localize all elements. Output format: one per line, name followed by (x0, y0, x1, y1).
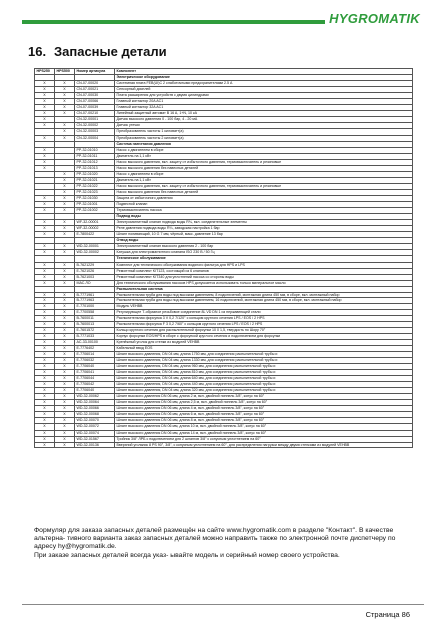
cell-hps500: X (55, 315, 75, 321)
cell-hps500: X (55, 292, 75, 297)
cell-hps250: X (35, 309, 55, 315)
cell-hps250: X (35, 123, 55, 129)
cell-component: Шланг высокого давления DN 06 мм, длина 8 м, вкл. двойной ниппель 3/8", конус на 60° (115, 418, 413, 424)
cell-hps250: X (35, 99, 55, 105)
cell-hps250: X (35, 87, 55, 93)
cell-article-number: AC-33-00100 (75, 339, 115, 345)
cell-component: Ремонтный комплект KIT123, состоящий из 6 клапанов (115, 268, 413, 274)
cell-hps250: X (35, 351, 55, 357)
cell-component: Комплект для технического обслуживания водяного фильтра для HPS и LPS (115, 262, 413, 268)
cell-article-number: B-7771963 (75, 298, 115, 303)
cell-hps500: X (55, 226, 75, 232)
cell-hps500: X (55, 99, 75, 105)
cell-component: Для технического обслуживания насосов HPS допускается использовать только минеральное масло (115, 280, 413, 286)
cell-hps250: X (35, 327, 55, 333)
page-number: Страница 86 (365, 610, 410, 619)
cell-component: Электрическое оборудование (115, 75, 413, 81)
cell-hps250: X (35, 400, 55, 406)
cell-component: Подвод воды (115, 214, 413, 220)
cell-article-number: E-7706041 (75, 370, 115, 376)
cell-component: Шланг высокого давления DN 06 мм, длина 6 м, вкл. двойной ниппель 3/8", конус на 60° (115, 412, 413, 418)
table-row (35, 442, 413, 447)
cell-hps500: X (55, 202, 75, 208)
cell-article-number: МАС.ЛО (75, 280, 115, 286)
cell-hps250: X (35, 357, 55, 363)
cell-hps500: X (55, 388, 75, 394)
cell-article-number: E-7706040 (75, 364, 115, 370)
cell-hps500: X (55, 412, 75, 418)
cell-article-number: CN-07-00210 (75, 111, 115, 117)
cell-article-number: PP-32-01010 (75, 147, 115, 153)
header-hps250: HPS250 (35, 69, 55, 75)
cell-hps250: X (35, 165, 55, 171)
cell-component: Система нагнетания давления (115, 141, 413, 147)
cell-article-number: WD-32-00062 (75, 394, 115, 400)
cell-component: Главный контактор 32A AC1 (115, 105, 413, 111)
page-header (0, 0, 446, 34)
cell-component: Ремонтный комплект KIT340 для уплотнений насоса со стороны воды (115, 274, 413, 280)
hygromatik-logo: HYGROMATIK (325, 8, 424, 30)
cell-article-number: WD-32-01567 (75, 436, 115, 442)
cell-hps500: X (55, 321, 75, 327)
cell-hps500: X (55, 208, 75, 214)
cell-component: Шланг высокого давления, DN 04 мм, длина 810 мм, для соединения распылительной трубы и (115, 370, 413, 376)
cell-component: Распылительная труба для воды под высоким давлением, 8 подключений, монтажная длина 450 мм, в сборе, вкл. монтажный набор (115, 292, 413, 297)
cell-hps250: X (35, 364, 55, 370)
cell-hps500: X (55, 189, 75, 195)
cell-article-number: PP-32-01020 (75, 171, 115, 177)
cell-hps250: X (35, 442, 55, 447)
cell-hps500: X (55, 418, 75, 424)
cell-hps250: X (35, 250, 55, 256)
section-number: 16. (28, 44, 47, 59)
cell-article-number: PP-32-01011 (75, 153, 115, 159)
cell-hps250: X (35, 394, 55, 400)
cell-component: Плата расширения для устройств с двумя цилиндрами (115, 93, 413, 99)
cell-article-number: PP-32-01012 (75, 159, 115, 165)
cell-hps500: X (55, 250, 75, 256)
cell-component: Шланг высокого давления DN 06 мм, длина 4 м, вкл. двойной ниппель 3/8", конус на 60° (115, 406, 413, 412)
cell-article-number: E-7706040 (75, 388, 115, 394)
cell-component: Катушка для электромагнитного клапана ISO 230 В / 50 Гц (115, 250, 413, 256)
cell-hps500: X (55, 394, 75, 400)
cell-hps500: X (55, 442, 75, 447)
order-note-paragraph-1: Формуляр для заказа запасных деталей размещён на сайте www.hygromatik.com в разделе "Контакт". В качестве альтерна- тивного варианта заказ запасных деталей можно направить также по электронной почте диспетчеру по адресу hy@hygromatik.de. (34, 527, 396, 551)
cell-article-number: PP-32-01023 (75, 189, 115, 195)
cell-hps500: X (55, 406, 75, 412)
cell-component: Шланг высокого давления, DN 04 мм, длина 440 мм, для соединения распылительной трубы и (115, 382, 413, 388)
cell-article-number: WD-32-00068 (75, 412, 115, 418)
cell-hps500: X (55, 430, 75, 436)
cell-hps250: X (35, 418, 55, 424)
cell-hps500: X (55, 298, 75, 303)
cell-article-number: WD-32-00072 (75, 424, 115, 430)
cell-hps500: X (55, 400, 75, 406)
cell-component: Датчик высокого давления 0 - 100 бар, 4 - 20 мА (115, 117, 413, 123)
table-body (35, 75, 413, 448)
cell-article-number: B-7621229 (75, 262, 115, 268)
cell-component: Насос высокого давления, вкл. защиту от избыточного давления, термовыключатель и резиновые (115, 183, 413, 189)
cell-component: Системная плата FEB(UI)С 2 слаботочными предохранителями 2.5 А (115, 81, 413, 87)
cell-hps250: X (35, 412, 55, 418)
cell-hps250: X (35, 208, 55, 214)
cell-hps500: X (55, 333, 75, 339)
cell-hps250: X (35, 226, 55, 232)
cell-component: Шланг высокого давления, DN 04 мм, длина 640 мм, для соединения распылительной трубы и (115, 376, 413, 382)
cell-hps500: X (55, 262, 75, 268)
cell-hps250: X (35, 370, 55, 376)
cell-component: Электромагнитный клапан высокого давления 2 - 100 бар (115, 244, 413, 250)
cell-hps250: X (35, 315, 55, 321)
cell-component: Тройник 3/8" ЛРБ с подключением для 2 шлангов 3/8" с конусным уплотнением на 60° (115, 436, 413, 442)
cell-article-number: CN-32-00003 (75, 129, 115, 135)
cell-hps250: X (35, 111, 55, 117)
cell-component: Линейный защитный автомат B 16 A, 1+N, 10 кА (115, 111, 413, 117)
cell-article-number: E-7601572 (75, 327, 115, 333)
header-article-number: Номер артикула (75, 69, 115, 75)
spare-parts-table (34, 68, 413, 448)
cell-component: Распылительная форсунка F 3 0,2 7/60° с кольцом круглого сечения LPS / EOS / 2 HPS (115, 321, 413, 327)
cell-article-number: WD-32-00066 (75, 406, 115, 412)
cell-hps500: X (55, 220, 75, 226)
cell-hps500: X (55, 105, 75, 111)
cell-hps500: X (55, 244, 75, 250)
cell-hps250: X (35, 159, 55, 165)
cell-component: Кабельный ввод EOS (115, 345, 413, 351)
cell-article-number: WF-32-00001 (75, 220, 115, 226)
cell-hps250: X (35, 292, 55, 297)
cell-article-number: B-7621003 (75, 274, 115, 280)
cell-component: Реле давления подвода воды R¼, заводская настройка 1 бар (115, 226, 413, 232)
cell-component: Насос высокого давления без навесных деталей (115, 165, 413, 171)
cell-hps250: X (35, 345, 55, 351)
cell-article-number: CN-32-00004 (75, 135, 115, 141)
cell-component: Техническое обслуживание (115, 256, 413, 262)
header-component: Компонент (115, 69, 413, 75)
cell-article-number: E-7776402 (75, 345, 115, 351)
cell-hps500: X (55, 327, 75, 333)
header-hps500: HPS500 (55, 69, 75, 75)
cell-component: Насос высокого давления, вкл. защиту от избыточного давления, термовыключатель и резиновые (115, 159, 413, 165)
cell-component: Корпус форсунки EOS/HPS в сборе с форсункой круглого сечения и подключением для форсунки (115, 333, 413, 339)
cell-hps500: X (55, 232, 75, 238)
cell-component: Датчик утечки (115, 123, 413, 129)
cell-hps250: X (35, 303, 55, 309)
cell-hps500: X (55, 177, 75, 183)
cell-component: Двигатель на 1,1 кВт (115, 153, 413, 159)
cell-hps250: X (35, 298, 55, 303)
cell-article-number: CN-07-00030 (75, 93, 115, 99)
spare-parts-table-container (34, 68, 412, 448)
cell-hps250: X (35, 93, 55, 99)
cell-article-number: E-7706014 (75, 351, 115, 357)
section-title: Запасные детали (54, 44, 167, 59)
cell-component: Главный контактор 20A AC1 (115, 99, 413, 105)
cell-hps250: X (35, 81, 55, 87)
cell-article-number: WD-32-00002 (75, 250, 115, 256)
cell-component: Кольцо круглого сечения для распылительной форсунки 10 0 1,5, твердость по Шору 70° (115, 327, 413, 333)
cell-hps250: X (35, 220, 55, 226)
cell-component: Шланг высокого давления, DN 04 мм, длина 1750 мм, для соединения распылительной трубы и (115, 351, 413, 357)
cell-hps250: X (35, 268, 55, 274)
cell-hps500: X (55, 183, 75, 189)
cell-component: Распылительная форсунка 3 V 0,2 7/120° с кольцом круглого сечения LPS / EOS / 2 HPS (115, 315, 413, 321)
cell-hps500: X (55, 357, 75, 363)
cell-article-number: CN-32-00002 (75, 123, 115, 129)
cell-component: Модуль VEHBB (115, 303, 413, 309)
cell-hps500: X (55, 309, 75, 315)
cell-article-number: WD-32-00074 (75, 430, 115, 436)
cell-article-number: B-7771961 (75, 292, 115, 297)
cell-component: Шланг поливающий, 10 G 7 мм, чёрный, макс. давление 13 бар (115, 232, 413, 238)
cell-article-number: PP-32-01022 (75, 183, 115, 189)
cell-component: Сенсорный дисплей (115, 87, 413, 93)
cell-hps500: X (55, 129, 75, 135)
cell-article-number: PP-32-01013 (75, 165, 115, 171)
cell-hps500: X (55, 135, 75, 141)
cell-hps500: X (55, 171, 75, 177)
cell-component: Подвесной клапан (115, 202, 413, 208)
cell-article-number: CN-32-00001 (75, 117, 115, 123)
cell-hps500: X (55, 195, 75, 201)
cell-hps500: X (55, 376, 75, 382)
cell-component: Вверхний угольник 8 PS 90°, 3/8", с конусным уплотнением на 60°, для распределения нагрузки между двумя стенками из модулей VEHBB (115, 442, 413, 447)
cell-hps250: X (35, 436, 55, 442)
cell-component: Шланг высокого давления DN 06 мм, длина 2,5 м, вкл. двойной ниппель 3/8", конус на 60° (115, 400, 413, 406)
cell-hps250: X (35, 321, 55, 327)
cell-hps500: X (55, 303, 75, 309)
cell-component: Защита от избыточного давления (115, 195, 413, 201)
cell-hps500: X (55, 436, 75, 442)
cell-article-number: E-7800422 (75, 232, 115, 238)
cell-component: Двигатель на 1,1 кВт (115, 177, 413, 183)
cell-hps500: X (55, 339, 75, 345)
cell-component: Насос с двигателем в сборе (115, 171, 413, 177)
cell-hps250: X (35, 382, 55, 388)
cell-article-number: E-7700558 (75, 309, 115, 315)
cell-article-number: PP-32-01002 (75, 208, 115, 214)
cell-hps250: X (35, 195, 55, 201)
cell-component: Распылительная система (115, 286, 413, 292)
cell-hps250: X (35, 105, 55, 111)
cell-hps250: X (35, 406, 55, 412)
cell-component: Шланг высокого давления DN 06 мм, длина 10 м, вкл. двойной ниппель 3/8", конус на 60° (115, 424, 413, 430)
cell-article-number: E-7706042 (75, 382, 115, 388)
cell-article-number: PP-32-01001 (75, 202, 115, 208)
order-note-paragraph-2: При заказе запасных деталей всегда указ- ывайте модель и серийный номер своего устройства. (34, 551, 340, 559)
cell-hps250: X (35, 430, 55, 436)
cell-hps250: X (35, 376, 55, 382)
cell-component: Отвод воды (115, 238, 413, 244)
cell-hps500: X (55, 93, 75, 99)
cell-component: Насос с двигателем в сборе (115, 147, 413, 153)
cell-article-number: PP-32-01021 (75, 177, 115, 183)
cell-hps250: X (35, 202, 55, 208)
cell-hps250: X (35, 274, 55, 280)
cell-component: Преобразователь частоты 1 киловатт(а) (115, 129, 413, 135)
cell-component: Насос высокого давления без навесных деталей (115, 189, 413, 195)
cell-component: Крепёжный уголок для стенки из модулей VEHBB (115, 339, 413, 345)
cell-article-number: WD-32-00001 (75, 244, 115, 250)
cell-article-number: E-7706032 (75, 357, 115, 363)
cell-hps250: X (35, 388, 55, 394)
cell-component: Шланг высокого давления, DN 04 мм, длина 960 мм, для соединения распылительной трубы и (115, 364, 413, 370)
cell-component: Регулирующее Т-образное резьбовое соединение 8L VD DN 1 из нержавеющей стали (115, 309, 413, 315)
cell-article-number: E-7621026 (75, 268, 115, 274)
cell-article-number: WD-32-00064 (75, 400, 115, 406)
footer-rule (22, 604, 424, 605)
cell-hps500: X (55, 280, 75, 286)
cell-hps500: X (55, 123, 75, 129)
cell-article-number: CN-07-00020 (75, 81, 115, 87)
cell-hps250: X (35, 424, 55, 430)
cell-hps500: X (55, 87, 75, 93)
cell-hps500: X (55, 364, 75, 370)
cell-article-number: WD-32-00070 (75, 418, 115, 424)
cell-article-number: WF-32-00002 (75, 226, 115, 232)
cell-hps500: X (55, 111, 75, 117)
cell-article-number: CN-07-00039 (75, 105, 115, 111)
cell-component: Шланг высокого давления, DN 04 мм, длина 320 мм, для соединения распылительной трубы и (115, 388, 413, 394)
cell-hps500: X (55, 424, 75, 430)
cell-hps250: X (35, 232, 55, 238)
cell-hps500: X (55, 370, 75, 376)
cell-article-number: CN-07-00066 (75, 99, 115, 105)
cell-hps250: X (35, 135, 55, 141)
cell-hps250: X (35, 153, 55, 159)
cell-hps250: X (35, 333, 55, 339)
cell-component: Преобразователь частоты 2 киловатт(а) (115, 135, 413, 141)
cell-hps500: X (55, 382, 75, 388)
cell-hps500: X (55, 345, 75, 351)
cell-article-number: E-7706044 (75, 376, 115, 382)
cell-component: Электромагнитный клапан подвода воды R¾, вкл. соединительные элементы (115, 220, 413, 226)
cell-article-number: B-7600013 (75, 321, 115, 327)
cell-hps500: X (55, 351, 75, 357)
cell-hps250: X (35, 339, 55, 345)
cell-article-number: E-7701000 (75, 303, 115, 309)
cell-hps250: X (35, 244, 55, 250)
cell-component: Распылительная труба для воды под высоким давлением, 16 подключений, монтажная длина 450 мм, в сборе, вкл. монтажный набор (115, 298, 413, 303)
cell-hps250: X (35, 147, 55, 153)
cell-component: Шланг высокого давления DN 06 мм, длина 2 м, вкл. двойной ниппель 3/8", конус на 60° (115, 394, 413, 400)
cell-component: Шланг высокого давления, DN 04 мм, длина 1330 мм, для соединения распылительной трубы и (115, 357, 413, 363)
cell-hps250: X (35, 117, 55, 123)
cell-article-number: PP-32-01030 (75, 195, 115, 201)
cell-hps500: X (55, 274, 75, 280)
cell-article-number: WD-32-00136 (75, 442, 115, 447)
section-heading (28, 44, 167, 59)
cell-component: Термовыключатель насоса (115, 208, 413, 214)
order-note (34, 527, 414, 560)
cell-hps500: X (55, 268, 75, 274)
cell-article-number: CN-07-00021 (75, 87, 115, 93)
cell-article-number: B-7600011 (75, 315, 115, 321)
cell-hps500: X (55, 81, 75, 87)
cell-hps250: X (35, 280, 55, 286)
cell-hps250: X (35, 262, 55, 268)
cell-component: Шланг высокого давления DN 06 мм, длина 14 м, вкл. двойной ниппель 3/8", конус на 60° (115, 430, 413, 436)
cell-article-number: B-7771033 (75, 333, 115, 339)
